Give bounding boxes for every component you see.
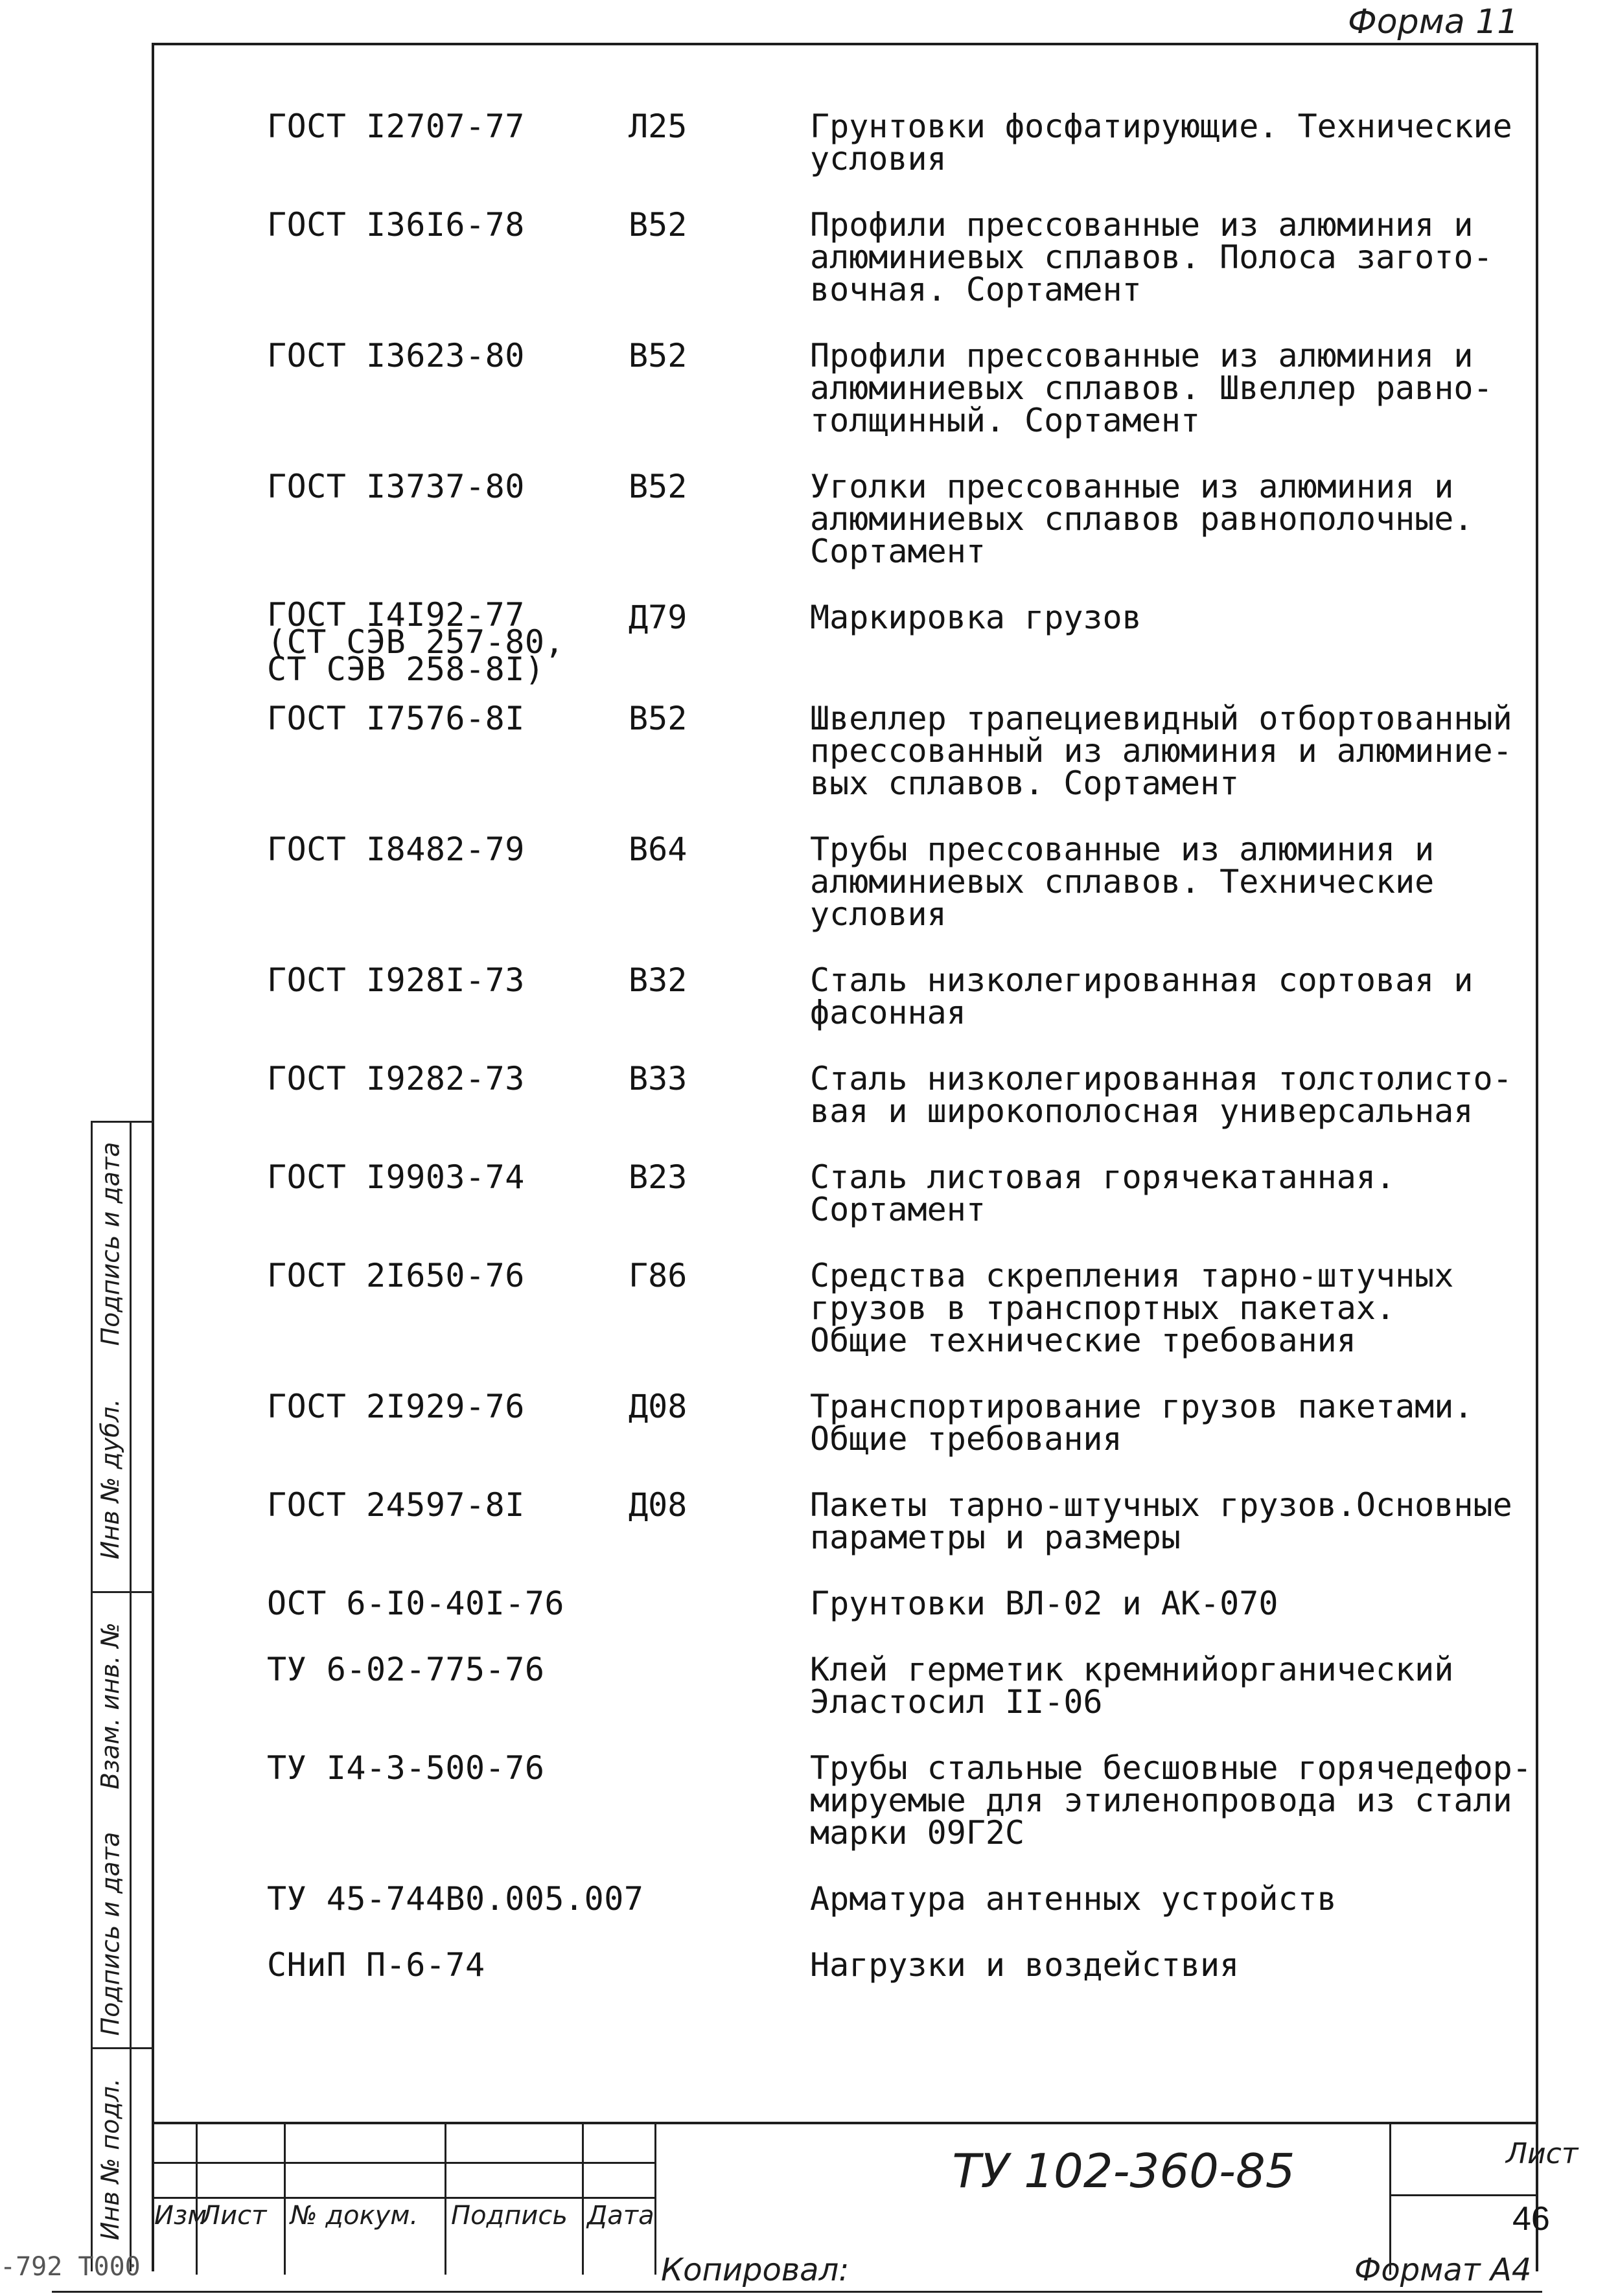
format-label: Формат А4: [1354, 2252, 1532, 2288]
standard-title: Маркировка грузов: [810, 599, 1142, 636]
standard-code: ГОСТ I9903-74: [267, 1158, 525, 1196]
title-block-line: [196, 2124, 198, 2275]
standard-title: Пакеты тарно-штучных грузов.Основные параметры и размеры: [810, 1486, 1512, 1556]
standard-entry: [267, 470, 1537, 568]
standard-code: ГОСТ I3737-80: [267, 468, 525, 505]
sheet-number: 46: [1512, 2200, 1550, 2238]
standard-code: ТУ I4-3-500-76: [267, 1749, 545, 1787]
side-label-inv-duplicate: Инв № дубл.: [96, 1399, 125, 1559]
standard-class: В32: [629, 961, 688, 999]
standard-title: Средства скрепления тарно-штучных грузов в транспортных пакетах. Общие технические требования: [810, 1257, 1454, 1359]
standard-code: ГОСТ I8482-79: [267, 831, 525, 868]
standard-class: Д08: [629, 1388, 688, 1425]
standard-entry: [267, 1486, 1537, 1556]
standard-class: В52: [629, 468, 688, 505]
standard-entry: [267, 1651, 1537, 1721]
standard-entry: [267, 1880, 1537, 1918]
standard-code: ГОСТ 2I929-76: [267, 1388, 525, 1425]
standard-code: ГОСТ I3623-80: [267, 337, 525, 374]
standard-class: В52: [629, 700, 688, 737]
standard-entry: [267, 339, 1537, 437]
standard-title: Транспортирование грузов пакетами. Общие требования: [810, 1388, 1474, 1458]
standard-entry: [267, 1259, 1537, 1357]
standard-class: Л25: [629, 108, 688, 145]
standard-entry: [267, 831, 1537, 933]
standard-title: Сталь низколегированная сортовая и фасонная: [810, 961, 1474, 1031]
title-block-line: [284, 2124, 286, 2275]
title-block-line: [1389, 2194, 1538, 2196]
standard-code: ГОСТ I7576-8I: [267, 700, 525, 737]
standard-code: ГОСТ 24597-8I: [267, 1486, 525, 1524]
column-label-sheet: Лист: [201, 2201, 267, 2231]
standard-code: ГОСТ I4I92-77 (СТ СЭВ 257-80, СТ СЭВ 258-8I): [267, 596, 565, 688]
title-block-line: [654, 2124, 656, 2275]
standard-code: ГОСТ I9282-73: [267, 1060, 525, 1097]
standard-code: ГОСТ I2707-77: [267, 108, 525, 145]
standard-title: Профили прессованные из алюминия и алюминиевых сплавов. Полоса загото- вочная. Сортамент: [810, 206, 1493, 308]
standard-entry: [267, 700, 1537, 802]
side-label-signature-date: Подпись и дата: [96, 1831, 125, 2036]
title-block-line: [152, 2162, 654, 2164]
standard-class: В52: [629, 337, 688, 374]
standard-code: ГОСТ 2I650-76: [267, 1257, 525, 1294]
column-label-date: Дата: [587, 2201, 654, 2231]
standard-class: В23: [629, 1158, 688, 1196]
standard-entry: [267, 1158, 1537, 1228]
standard-entry: [267, 108, 1537, 178]
standard-title: Клей герметик кремнийорганический Эластосил II-06: [810, 1651, 1454, 1721]
standard-title: Арматура антенных устройств: [810, 1880, 1337, 1918]
standard-class: В52: [629, 206, 688, 244]
standard-title: Грунтовки фосфатирующие. Технические условия: [810, 108, 1512, 178]
standard-class: В64: [629, 831, 688, 868]
side-label-signature-date-2: Подпись и дата: [96, 1142, 125, 1346]
copied-by-label: Копировал:: [661, 2252, 850, 2288]
standard-title: Профили прессованные из алюминия и алюминиевых сплавов. Швеллер равно- толщинный. Сортамент: [810, 337, 1493, 439]
standard-title: Трубы стальные бесшовные горячедефор- мируемые для этиленопровода из стали марки 09Г2С: [810, 1749, 1532, 1852]
standard-class: Д08: [629, 1486, 688, 1524]
standard-class: Г86: [629, 1257, 688, 1294]
title-block-line: [152, 2197, 654, 2199]
standard-entry: [267, 596, 1537, 688]
side-approval-strip: [91, 1121, 154, 2271]
standard-title: Швеллер трапециевидный отбортованный прессованный из алюминия и алюминие- вых сплавов. Сортамент: [810, 700, 1512, 802]
standard-code: СНиП П-6-74: [267, 1946, 485, 1984]
document-number: ТУ 102-360-85: [952, 2144, 1295, 2198]
column-label-signature: Подпись: [451, 2201, 568, 2231]
standard-code: ТУ 45-744В0.005.007: [267, 1880, 644, 1918]
standard-code: ГОСТ I928I-73: [267, 961, 525, 999]
standard-class: В33: [629, 1060, 688, 1097]
standards-list: [267, 110, 1537, 2015]
sheet-label: Лист: [1506, 2137, 1578, 2170]
standard-title: Нагрузки и воздействия: [810, 1946, 1240, 1984]
standard-title: Уголки прессованные из алюминия и алюминиевых сплавов равнополочные. Сортамент: [810, 468, 1474, 570]
standard-entry: [267, 961, 1537, 1031]
title-block-line: [445, 2124, 446, 2275]
side-label-inv-original: Инв № подл.: [96, 2078, 124, 2241]
edge-text-fragment: -792 T000: [0, 2252, 141, 2282]
form-label: Форма 11: [1348, 3, 1519, 41]
column-label-change: Изм: [154, 2201, 207, 2231]
standard-code: ГОСТ I36I6-78: [267, 206, 525, 244]
title-block-line: [582, 2124, 584, 2275]
standard-entry: [267, 1946, 1537, 1984]
standard-entry: [267, 1587, 1537, 1620]
frame-top-border: [152, 43, 1538, 45]
bottom-border: [52, 2291, 1542, 2293]
standard-title: Сталь листовая горячекатанная. Сортамент: [810, 1158, 1396, 1228]
standard-title: Сталь низколегированная толстолисто- вая и широкополосная универсальная: [810, 1060, 1512, 1130]
side-strip-line: [130, 1121, 132, 2271]
standard-entry: [267, 206, 1537, 308]
standard-code: ОСТ 6-I0-40I-76: [267, 1585, 565, 1622]
standard-title: Трубы прессованные из алюминия и алюминиевых сплавов. Технические условия: [810, 831, 1435, 933]
standard-entry: [267, 1060, 1537, 1130]
standard-entry: [267, 1749, 1537, 1852]
side-label-replaced-inv: Взам. инв. №: [96, 1622, 125, 1790]
standard-entry: [267, 1388, 1537, 1458]
standard-title: Грунтовки ВЛ-02 и АК-070: [810, 1585, 1278, 1622]
standard-class: Д79: [629, 599, 688, 636]
standard-code: ТУ 6-02-775-76: [267, 1651, 545, 1688]
column-label-document-number: № докум.: [290, 2201, 419, 2231]
